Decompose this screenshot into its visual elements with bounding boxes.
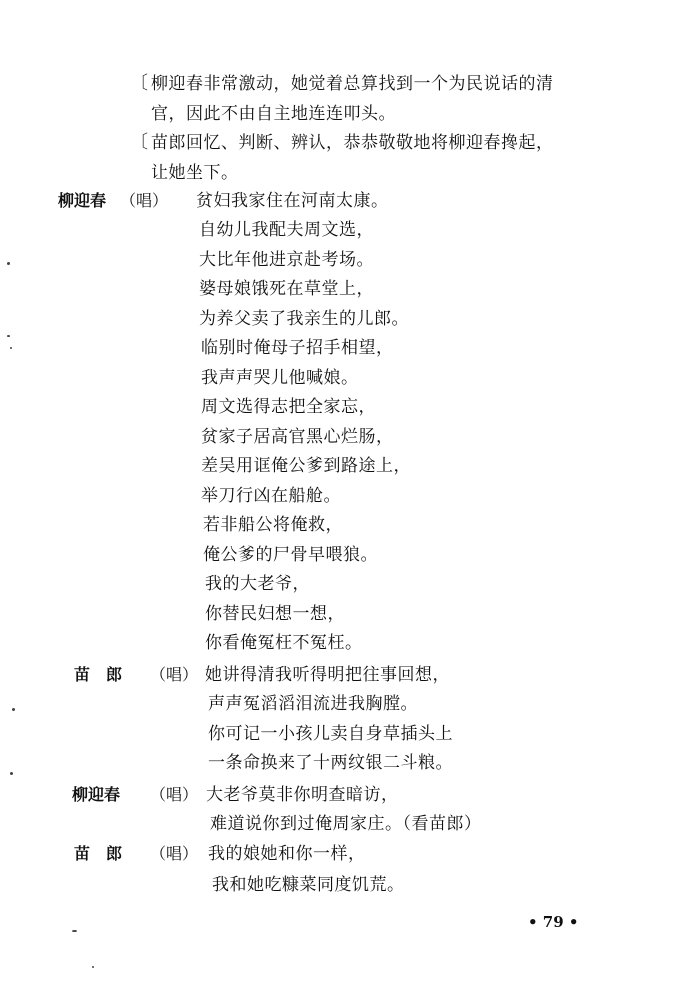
sing-marker: （唱） <box>150 665 199 684</box>
lyric-line: 婆母娘饿死在草堂上， <box>199 279 374 299</box>
lyric-line: 声声冤滔滔泪流进我胸膛。 <box>208 694 418 714</box>
lyric-line: 我和她吃糠菜同度饥荒。 <box>212 875 405 895</box>
lyric-line: 我的娘她和你一样， <box>208 844 366 864</box>
lyric-line: 贫家子居高官黑心烂肠， <box>201 427 394 447</box>
stage-direction-line: 柳迎春非常激动，她觉着总算找到一个为民说话的清 <box>151 74 554 94</box>
lyric-line: 举刀行凶在船舱。 <box>201 486 341 506</box>
scan-speck <box>10 772 13 775</box>
lyric-line: 差吴用诓俺公爹到路途上， <box>201 456 411 476</box>
scan-speck <box>92 966 94 968</box>
lyric-line: 俺公爹的尸骨早喂狼。 <box>203 545 378 565</box>
lyric-line: 周文选得志把全家忘， <box>201 397 376 417</box>
lyric-line: 大老爷莫非你明查暗访， <box>206 785 399 805</box>
page-number: • 79 • <box>528 913 579 931</box>
speaker-name: 柳迎春 <box>72 785 121 804</box>
stage-bracket: 〔 <box>130 73 148 94</box>
scan-speck <box>72 930 77 932</box>
lyric-line: 自幼儿我配夫周文选， <box>199 220 374 240</box>
lyric-line: 大比年他进京赴考场。 <box>199 250 374 270</box>
stage-direction-line: 官，因此不由自主地连连叩头。 <box>151 104 396 124</box>
speaker-name: 苗 郎 <box>74 665 123 684</box>
scan-speck <box>10 347 12 349</box>
stage-direction-line: 让她坐下。 <box>151 163 239 183</box>
stage-direction-line: 苗郎回忆、判断、辨认，恭恭敬敬地将柳迎春搀起， <box>151 133 554 153</box>
lyric-line: 为养父卖了我亲生的儿郎。 <box>199 309 409 329</box>
lyric-line: 她讲得清我听得明把往事回想， <box>205 665 450 685</box>
lyric-line: 贫妇我家住在河南太康。 <box>196 191 389 211</box>
lyric-line: 一条命换来了十两纹银二斗粮。 <box>208 753 453 773</box>
speaker-name: 苗 郎 <box>74 844 123 863</box>
lyric-line: 若非船公将俺救， <box>203 515 343 535</box>
stage-bracket: 〔 <box>130 132 148 153</box>
lyric-line: 临别时俺母子招手相望， <box>201 338 394 358</box>
lyric-line: 你替民妇想一想， <box>205 604 345 624</box>
sing-marker: （唱） <box>150 785 199 804</box>
scan-speck <box>12 708 15 711</box>
lyric-line: 我的大老爷， <box>205 574 310 594</box>
scan-speck <box>7 335 10 337</box>
scan-speck <box>7 262 10 265</box>
sing-marker: （唱） <box>150 844 199 863</box>
sing-marker: （唱） <box>120 191 169 210</box>
lyric-line: 我声声哭儿他喊娘。 <box>201 368 359 388</box>
lyric-line: 你看俺冤枉不冤枉。 <box>205 633 363 653</box>
lyric-line: 难道说你到过俺周家庄。（看苗郎） <box>210 814 482 834</box>
speaker-name: 柳迎春 <box>58 191 107 210</box>
lyric-line: 你可记一小孩儿卖自身草插头上 <box>208 724 453 744</box>
